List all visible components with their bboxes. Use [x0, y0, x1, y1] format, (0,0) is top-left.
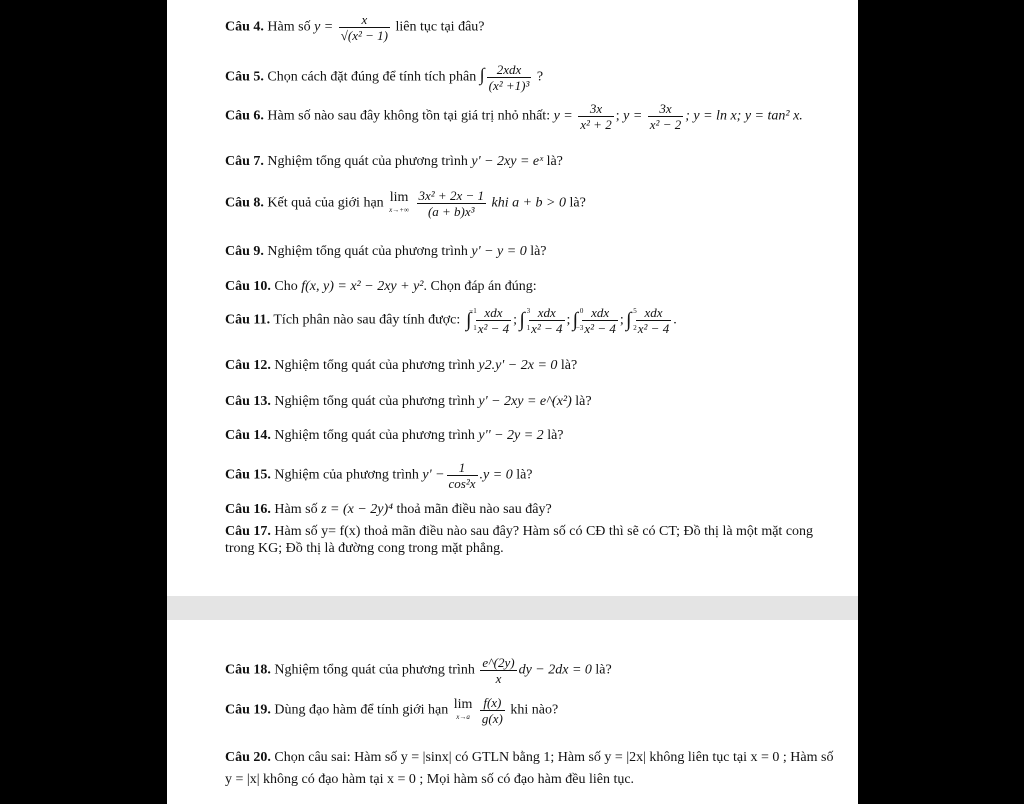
- fraction: $\frac{3x}{\text{x² + 2}}$: [580, 101, 612, 132]
- question-4: Câu 4. Hàm số y = $\frac{x}{\text{√(x² − 1)}}$ liên tục tại đâu?: [225, 12, 485, 43]
- limit: lim x→+∞: [389, 189, 409, 214]
- question-9: Câu 9. Nghiệm tổng quát của phương trình y' − y = 0 là?: [225, 244, 547, 259]
- fraction: $\frac{\text{2xdx}}{\text{(x² +1)³}}$: [488, 62, 530, 93]
- integral-sign: ∫ 3 1: [519, 307, 531, 332]
- question-17: Câu 17. Hàm số y= f(x) thoả mãn điều nào sau đây? Hàm số có CĐ thì sẽ có CT; Đồ thị là một mặt cong trong KG; Đồ thị là đường cong trong mặt phẳng.: [225, 524, 814, 556]
- question-19: Câu 19. Dùng đạo hàm để tính giới hạn lim x→a $\frac{f(x)}{g(x)}$ khi nào?: [225, 695, 559, 726]
- question-10: Câu 10. Cho f(x, y) = x² − 2xy + y². Chọn đáp án đúng:: [225, 279, 537, 294]
- fraction: $\frac{1}{\text{cos²x}}$: [448, 460, 476, 491]
- question-18: Câu 18. Nghiệm tổng quát của phương trình $\frac{e\^{}(2y)}{x}$ dy − 2dx = 0 là?: [225, 655, 612, 686]
- question-7: Câu 7. Nghiệm tổng quát của phương trình y' − 2xy = eˣ là?: [225, 154, 563, 169]
- fraction: $\frac{x}{\text{√(x² − 1)}}$: [340, 12, 388, 43]
- document-page-2: [167, 620, 858, 804]
- question-20: Câu 20. Chọn câu sai: Hàm số y = |sinx| có GTLN bằng 1; Hàm số y = |2x| không liên tục tại x = 0 ; Hàm số y = |x| không có đạo hàm tại x = 0 ; Mọi hàm số có đạo hàm đều liên tục.: [225, 750, 834, 787]
- limit: lim x→a: [453, 696, 473, 721]
- fraction: $\frac{e\^{}(2y)}{x}$: [482, 655, 515, 686]
- integral-sign: ∫ −1 1: [465, 307, 477, 332]
- fraction: $\frac{f(x)}{g(x)}$: [481, 695, 503, 726]
- fraction: $\frac{\text{3x² + 2x − 1}}{\text{(a + b)x³}}$: [418, 188, 484, 219]
- question-16: Câu 16. Hàm số z = (x − 2y)⁴ thoả mãn điều nào sau đây?: [225, 502, 552, 517]
- question-8: Câu 8. Kết quả của giới hạn lim x→+∞ $\frac{\text{3x² + 2x − 1}}{\text{(a + b)x³}}$ khi a + b > 0 là?: [225, 188, 586, 219]
- question-12: Câu 12. Nghiệm tổng quát của phương trình y2.y' − 2x = 0 là?: [225, 358, 578, 373]
- question-5: Câu 5. Chọn cách đặt đúng để tính tích phân ∫ $\frac{\text{2xdx}}{\text{(x² +1)³}}$ ?: [225, 62, 544, 93]
- question-13: Câu 13. Nghiệm tổng quát của phương trình y' − 2xy = e^(x²) là?: [225, 394, 592, 409]
- question-15: Câu 15. Nghiệm của phương trình y' − $\frac{1}{\text{cos²x}}$ .y = 0 là?: [225, 460, 533, 491]
- integral-sign: ∫ 0 −3: [572, 307, 584, 332]
- fraction: $\frac{3x}{\text{x² − 2}}$: [649, 101, 682, 132]
- page-separator: [167, 596, 858, 620]
- question-14: Câu 14. Nghiệm tổng quát của phương trình y'' − 2y = 2 là?: [225, 428, 564, 443]
- integral-sign: ∫: [479, 64, 485, 85]
- document-page-1: [167, 0, 858, 596]
- question-number: Câu 4.: [225, 19, 264, 35]
- integral-sign: ∫ 5 2: [626, 307, 637, 332]
- question-6: Câu 6. Hàm số nào sau đây không tồn tại giá trị nhỏ nhất: y = $\frac{3x}{\text{x² + 2}}$ ; y = $\frac{3x}{\text{x² − 2}}$ ; y = ln x; y = tan² x.: [225, 101, 803, 132]
- question-11: Câu 11. Tích phân nào sau đây tính được: ∫ −1 1 $\frac{\text{xdx}}{\text{x² − 4}}$ ; ∫ 3 1 $\frac{\text{xdx}}{\text{x² − 4}}$ ; ∫ 0 −3 $\frac{\text{xdx}}{\text{x² − 4}}$ ; ∫ 5 2 $\frac{\text{xdx}}{\text{x² − 4}}$ .: [225, 305, 677, 336]
